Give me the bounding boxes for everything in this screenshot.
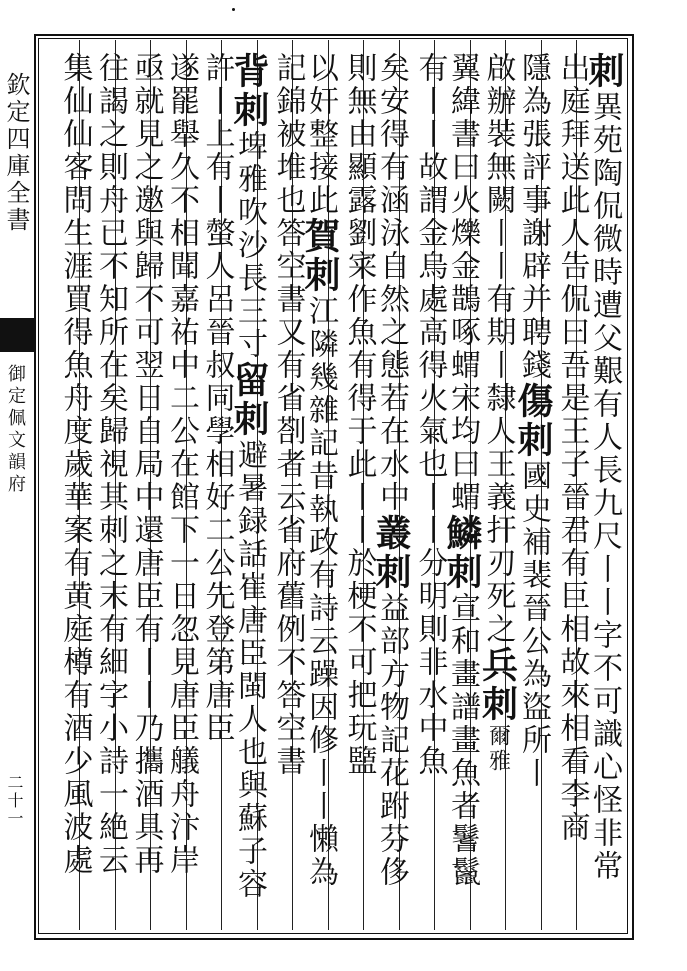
entry-headword: 鱗刺 [441,514,483,592]
margin-strip [0,34,34,936]
entry-headword: 留刺 [228,361,270,439]
column-text: 翼緯書曰火爍金鵲啄蝟宋均曰蝟 [445,52,480,514]
column-text: 異苑陶侃微時遭父艱有人長九尺丨丨字不可識心怪非常 [587,91,622,883]
column-text: 丨隸人王義扞刃死之 [480,349,516,646]
entry-headword: 賀刺 [299,217,341,295]
column-text: 呂晉叔同學相好二公先登第唐臣 [199,283,235,745]
annotation-text: 爾雅 [485,724,511,774]
book-title: 欽定四庫全書 [2,72,30,234]
column-text: 江隣幾雜記昔執政有詩云躁因修丨丨懶為 [303,295,338,889]
column-text: 出庭拜送此人告侃曰吾是王子晉君有巨相故來相看李商 [554,52,590,844]
entry-headword: 傷刺 [512,382,554,460]
fishtail-band [0,318,34,352]
page-number: 二十一 [5,774,24,828]
entry-headword: 叢刺 [370,514,412,592]
column-text: 亟就見之邀與歸不可翌日自局中還唐臣有丨丨乃攜酒具再 [128,52,164,877]
column-text: 往謁之則舟已不知所在矣歸視其刺之末有細字小詩一絶云 [93,52,128,877]
column-text: 宣和畫譜畫魚者鬐鬣 [445,592,480,889]
column-text: 埤雅吹沙長三寸 [232,130,267,361]
column-text: 以奸整接此 [303,52,338,217]
column-text: 丨丨分明則非水中魚 [412,481,448,778]
column-text: 則無由顯露劉宷作魚有得于此 [341,52,377,481]
column-text: 隱為張評事謝辟并聘錢 [516,52,551,382]
ink-speck [232,8,235,11]
column-text: 益部方物記花跗芬侈 [374,592,409,889]
column-text: 啟辦裝無闕丨丨有期 [480,52,516,349]
column-text: 許丨上有丨螫人 [199,52,235,283]
column-text: 矣安得有涵泳自然之態若在水中 [374,52,409,514]
text-column [46,52,93,877]
column-text: 有丨丨故謂金烏處高得火氣也 [412,52,448,481]
column-text: 避暑録話崔唐臣閩人也與蘇子容 [232,439,267,901]
column-text: 記錦被堆也 [270,52,306,217]
entry-headword: 背刺 [228,52,270,130]
column-text: 丨丨於梗不可把玩盬 [341,481,377,778]
column-text: 集仙仙客問生涯買得魚舟度歲華案有黄庭樽有酒少風波處 [57,52,93,877]
column-text: 答空書又有省剳者云省府舊例不答空書 [270,217,306,778]
column-text: 遂罷舉久不相聞嘉祐中二公在館下一日忽見唐臣艤舟汴岸 [164,52,199,877]
entry-headword: 兵刺 [476,646,519,724]
entry-headword: 刺 [583,52,625,91]
book-subtitle: 御定佩文韻府 [5,364,26,496]
column-text: 國史補裴晉公為盜所丨 [516,460,551,790]
